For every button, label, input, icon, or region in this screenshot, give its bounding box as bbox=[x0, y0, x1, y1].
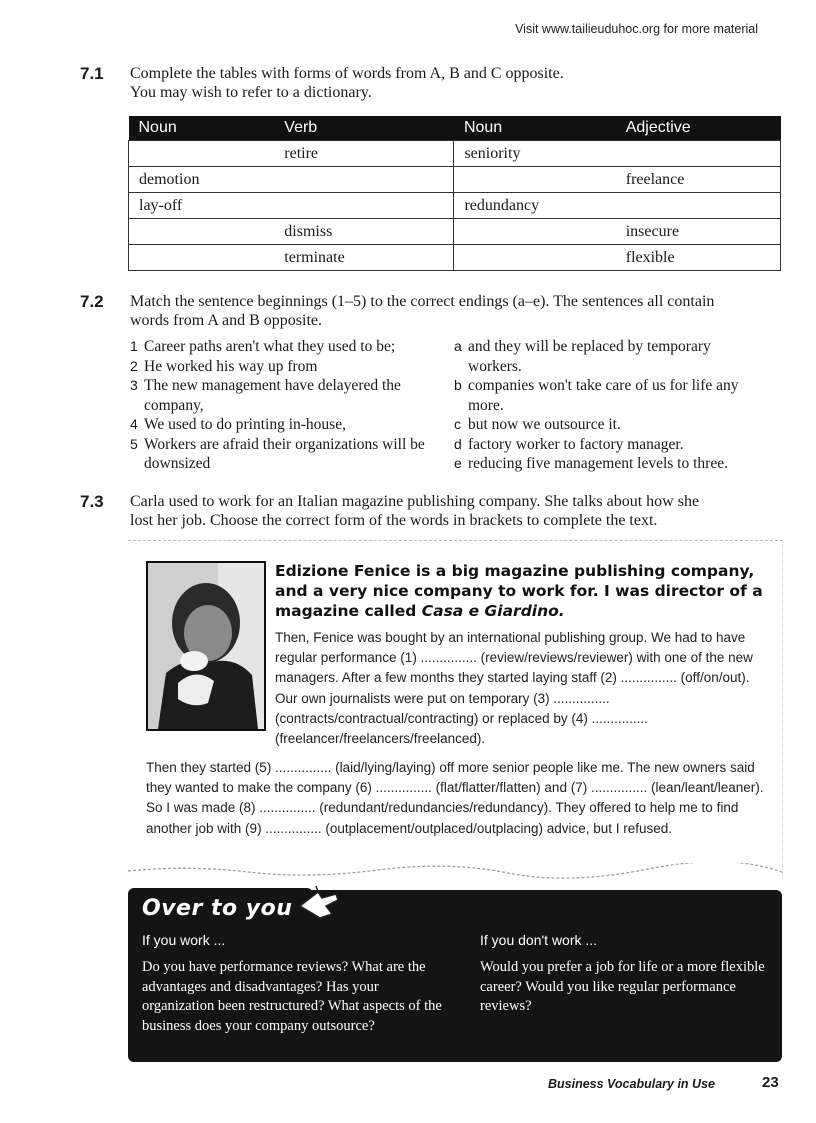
item-label: c bbox=[454, 416, 461, 432]
table-cell bbox=[129, 219, 275, 245]
story-paragraph-2: Then they started (5) ............... (laid/lying/laying) off more senior people like me. The new owners said they wanted to make the company (6) ............... (flat/flatter/flatten) and (7) ............... (lean/leant/leaner). So I was made (8) ............... (redundant/redundancies/redundancy). They offered to help me to find another job with (9) ............... (outplacement/outplaced/outplacing) advice, but I refused. bbox=[146, 760, 764, 836]
sentence-ending bbox=[454, 435, 754, 455]
left-caption: If you work ... bbox=[142, 932, 226, 948]
sentence-beginning bbox=[130, 357, 433, 377]
instruction-line: Carla used to work for an Italian magazine publishing company. She talks about how she bbox=[130, 493, 700, 510]
item-label: 1 bbox=[130, 338, 138, 354]
story-box bbox=[128, 540, 783, 879]
exercise-number-7-3: 7.3 bbox=[80, 492, 104, 511]
table-cell bbox=[454, 167, 616, 193]
carla-photo bbox=[146, 561, 266, 731]
table-cell: seniority bbox=[454, 141, 616, 167]
exercise-number-7-2: 7.2 bbox=[80, 292, 104, 311]
table-header-row bbox=[129, 116, 781, 141]
over-to-you-title: Over to you bbox=[142, 896, 293, 921]
table-body bbox=[129, 141, 781, 271]
col-header-noun: Noun bbox=[129, 116, 275, 141]
table-cell bbox=[274, 193, 454, 219]
item-label: 3 bbox=[130, 377, 138, 393]
table-cell bbox=[274, 167, 454, 193]
over-to-you-box bbox=[128, 890, 782, 1062]
instruction-line: words from A and B opposite. bbox=[130, 312, 322, 329]
table-row bbox=[129, 219, 781, 245]
item-text: Career paths aren't what they used to be; bbox=[144, 338, 396, 355]
table-row bbox=[129, 141, 781, 167]
sentence-ending bbox=[454, 415, 754, 435]
table-cell bbox=[616, 193, 781, 219]
item-text: reducing five management levels to three. bbox=[468, 455, 728, 472]
item-text: companies won't take care of us for life any more. bbox=[468, 377, 739, 414]
table-row bbox=[129, 193, 781, 219]
table-cell: lay-off bbox=[129, 193, 275, 219]
item-label: e bbox=[454, 455, 462, 471]
right-caption: If you don't work ... bbox=[480, 932, 598, 948]
table-row bbox=[129, 167, 781, 193]
torn-edge-decoration bbox=[128, 863, 782, 879]
book-title: Business Vocabulary in Use bbox=[548, 1077, 715, 1091]
item-text: but now we outsource it. bbox=[468, 416, 621, 433]
item-label: b bbox=[454, 377, 462, 393]
item-text: He worked his way up from bbox=[144, 357, 318, 375]
sentence-beginning bbox=[130, 435, 433, 474]
instruction-line: Match the sentence beginnings (1–5) to the correct endings (a–e). The sentences all contain bbox=[130, 293, 715, 310]
item-text: factory worker to factory manager. bbox=[468, 435, 684, 453]
left-questions: Do you have performance reviews? What are the advantages and disadvantages? Has your organization been restructured? What aspects of the business does your company outsource? bbox=[142, 959, 442, 1034]
table-cell: retire bbox=[274, 141, 454, 167]
instruction-line: lost her job. Choose the correct form of the words in brackets to complete the text. bbox=[130, 512, 658, 529]
pointing-hand-icon bbox=[296, 884, 342, 926]
table-cell: freelance bbox=[616, 167, 781, 193]
site-note: Visit www.tailieuduhoc.org for more material bbox=[515, 22, 758, 36]
exercise-number-7-1: 7.1 bbox=[80, 64, 104, 83]
item-text: The new management have delayered the company, bbox=[144, 377, 401, 414]
table-cell: flexible bbox=[616, 245, 781, 271]
item-label: 2 bbox=[130, 357, 138, 374]
item-text: and they will be replaced by temporary workers. bbox=[468, 338, 711, 375]
item-label: 5 bbox=[130, 435, 138, 452]
right-questions: Would you prefer a job for life or a more flexible career? Would you like regular performance reviews? bbox=[480, 959, 765, 1014]
sentence-beginning bbox=[130, 376, 433, 415]
sentence-endings-list bbox=[454, 337, 754, 474]
table-cell: demotion bbox=[129, 167, 275, 193]
table-cell: redundancy bbox=[454, 193, 616, 219]
table-cell: insecure bbox=[616, 219, 781, 245]
table-cell: terminate bbox=[274, 245, 454, 271]
exercise-7-1-instruction bbox=[130, 64, 770, 102]
magazine-title: Casa e Giardino. bbox=[421, 602, 565, 620]
page-number: 23 bbox=[762, 1074, 779, 1091]
table-cell bbox=[454, 245, 616, 271]
col-header-noun: Noun bbox=[454, 116, 616, 141]
sentence-beginning bbox=[130, 415, 433, 435]
sentence-beginnings-list bbox=[130, 337, 433, 474]
exercise-7-3-instruction bbox=[130, 492, 770, 530]
word-forms-table bbox=[128, 116, 781, 271]
col-header-adjective: Adjective bbox=[616, 116, 781, 141]
instruction-line: You may wish to refer to a dictionary. bbox=[130, 84, 372, 101]
sentence-beginning bbox=[130, 337, 433, 357]
item-label: 4 bbox=[130, 416, 138, 432]
col-header-verb: Verb bbox=[274, 116, 454, 141]
sentence-ending bbox=[454, 454, 754, 474]
story-heading bbox=[275, 561, 770, 621]
story-heading-text: Edizione Fenice is a big magazine publishing company, and a very nice company to work for. I was director of a magazine called bbox=[275, 562, 763, 620]
table-cell bbox=[616, 141, 781, 167]
item-label: a bbox=[454, 338, 462, 354]
instruction-line: Complete the tables with forms of words from A, B and C opposite. bbox=[130, 65, 564, 82]
item-text: We used to do printing in-house, bbox=[144, 416, 346, 433]
item-label: d bbox=[454, 435, 462, 452]
table-row bbox=[129, 245, 781, 271]
sentence-ending bbox=[454, 337, 754, 376]
exercise-7-2-instruction bbox=[130, 292, 780, 330]
table-cell: dismiss bbox=[274, 219, 454, 245]
table-cell bbox=[454, 219, 616, 245]
table-cell bbox=[129, 141, 275, 167]
sentence-ending bbox=[454, 376, 754, 415]
item-text: Workers are afraid their organizations will be downsized bbox=[144, 435, 425, 472]
story-paragraph-1: Then, Fenice was bought by an international publishing group. We had to have regular performance (1) ............... (review/reviews/reviewer) with one of the new managers. After a few months they started laying staff (2) ............... (off/on/out). Our own journalists were put on temporary (3) ............... (contracts/contractual/contracting) or replaced by (4) ............... (freelancer/freelancers/freelanced). bbox=[275, 630, 753, 747]
table-cell bbox=[129, 245, 275, 271]
